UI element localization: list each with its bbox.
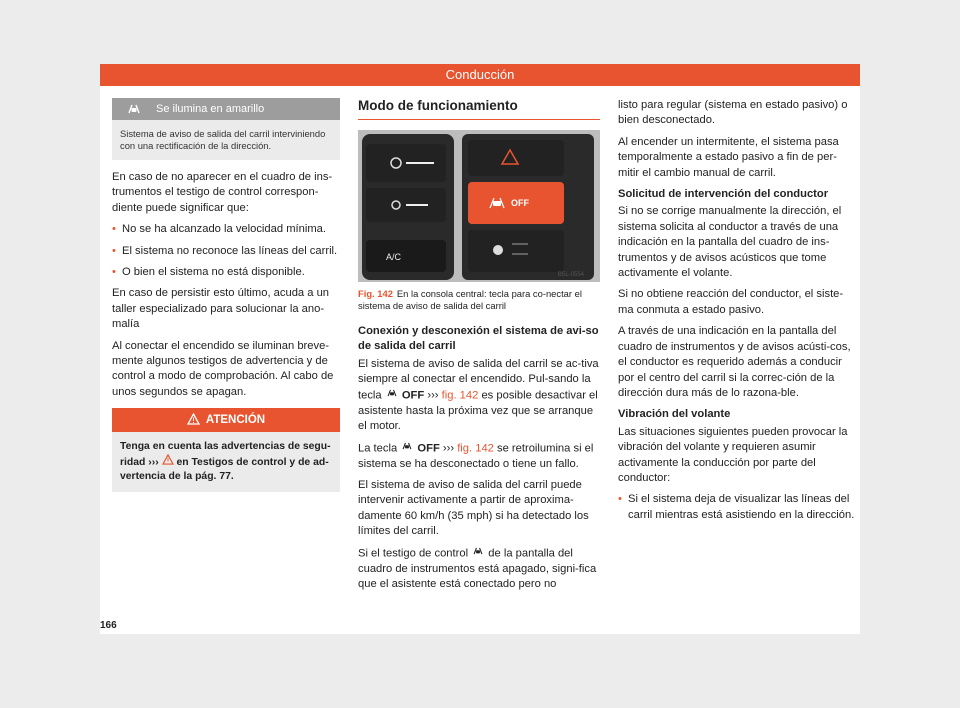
- warning-text: Tenga en cuenta las advertencias de segu-ridad ››› en Testigos de control y de ad-vertencia de la pág. 77.: [120, 441, 331, 483]
- section-heading: Modo de funcionamiento: [358, 98, 600, 120]
- list-item: • No se ha alcanzado la velocidad mínima.: [112, 222, 340, 237]
- bullet-dot-icon: •: [112, 223, 116, 236]
- section-header: Conducción: [100, 64, 860, 86]
- paragraph: Si no se corrige manualmente la dirección, el sistema solicita al conductor a través de una indicación en la pantalla del cuadro de ins-trumentos y de avisos acústicos que tome activamente el volante.: [618, 205, 842, 280]
- subheading: Vibración del volante: [618, 408, 731, 421]
- bullet-dot-icon: •: [112, 266, 116, 279]
- paragraph: Si no obtiene reacción del conductor, el siste-ma conmuta a estado pasivo.: [618, 288, 844, 316]
- ac-label: A/C: [386, 252, 402, 262]
- paragraph: Si el testigo de control de la pantalla del cuadro de instrumentos está apagado, signi-fica que el asistente está conectado pero no: [358, 547, 597, 591]
- figure-reference-link[interactable]: fig. 142: [457, 442, 494, 455]
- column-middle: [358, 98, 600, 598]
- bullet-dot-icon: •: [112, 244, 116, 257]
- list-item: • El sistema no reconoce las líneas del carril.: [112, 244, 340, 259]
- page-number: 166: [100, 620, 117, 631]
- lane-car-icon: [112, 103, 156, 115]
- subheading: Conexión y desconexión el sistema de avi-so de salida del carril: [358, 325, 599, 353]
- indicator-box: [112, 98, 340, 160]
- paragraph: El sistema de aviso de salida del carril puede intervenir activamente a partir de aproxima-damente 60 km/h (35 mph) si ha detectado los límites del carril.: [358, 478, 589, 538]
- paragraph: La tecla OFF ››› fig. 142 se retroilumina si el sistema se ha desconectado o tiene un fallo.: [358, 442, 594, 470]
- paragraph: listo para regular (sistema en estado pasivo) o bien desconectado.: [618, 99, 848, 127]
- subheading: Solicitud de intervención del conductor: [618, 188, 829, 201]
- indicator-description: Sistema de aviso de salida del carril interviniendo con una rectificación de la dirección.: [120, 128, 326, 151]
- list-item: • O bien el sistema no está disponible.: [112, 265, 340, 280]
- off-label: OFF: [511, 198, 529, 208]
- lane-car-icon: [471, 546, 485, 561]
- figure-caption: Fig. 142 En la consola central: tecla para co-nectar el sistema de aviso de salida del carril: [358, 288, 582, 311]
- warning-triangle-icon: [162, 454, 174, 470]
- lane-car-icon: [400, 441, 414, 456]
- cross-reference-link[interactable]: en Testigos de control y de ad-vertencia de la pág. 77.: [120, 457, 329, 483]
- lane-car-icon: [385, 388, 399, 403]
- paragraph: A través de una indicación en la pantalla del cuadro de instrumentos y de avisos acústi-cos, el conductor es requerido además a conducir por el centro del carril si la correc-ción de la dirección dura más de lo razona-ble.: [618, 325, 851, 399]
- indicator-header: [112, 98, 340, 120]
- paragraph: Las situaciones siguientes pueden provocar la vibración del volante y requieren asumir activamente la conducción por parte del conductor:: [618, 425, 848, 484]
- figure-reference-link[interactable]: fig. 142: [441, 389, 479, 402]
- warning-header: [112, 408, 340, 432]
- manual-page: [100, 64, 860, 634]
- paragraph: En caso de no aparecer en el cuadro de ins-trumentos el testigo de control correspon-diente puede significar que:: [112, 171, 333, 214]
- figure-code: B5L-0554: [558, 272, 585, 278]
- indicator-heading: Se ilumina en amarillo: [156, 103, 265, 115]
- figure-center-console: [358, 130, 600, 282]
- column-left: [112, 98, 340, 492]
- list-item: • Si el sistema deja de visualizar las líneas del carril mientras está asistiendo en la dirección.: [618, 493, 855, 521]
- column-right: [618, 98, 858, 529]
- warning-title: ATENCIÓN: [205, 414, 266, 427]
- warning-box: [112, 408, 340, 492]
- paragraph: En caso de persistir esto último, acuda a un taller especializado para solucionar la ano-malía: [112, 287, 330, 331]
- warning-triangle-icon: [187, 413, 200, 428]
- bullet-dot-icon: •: [618, 493, 622, 506]
- paragraph: Al conectar el encendido se iluminan breve-mente algunos testigos de advertencia y de control a modo de comprobación. Al cabo de unos segundos se apagan.: [112, 339, 334, 398]
- paragraph: El sistema de aviso de salida del carril se ac-tiva siempre al conectar el encendido. Pul-sando la tecla OFF ››› fig. 142 es posible desactivar el asistente hasta la próxima vez que se arranque el motor.: [358, 357, 599, 433]
- paragraph: Al encender un intermitente, el sistema pasa temporalmente a estado pasivo a fin de per-mitir el cambio manual de carril.: [618, 135, 839, 179]
